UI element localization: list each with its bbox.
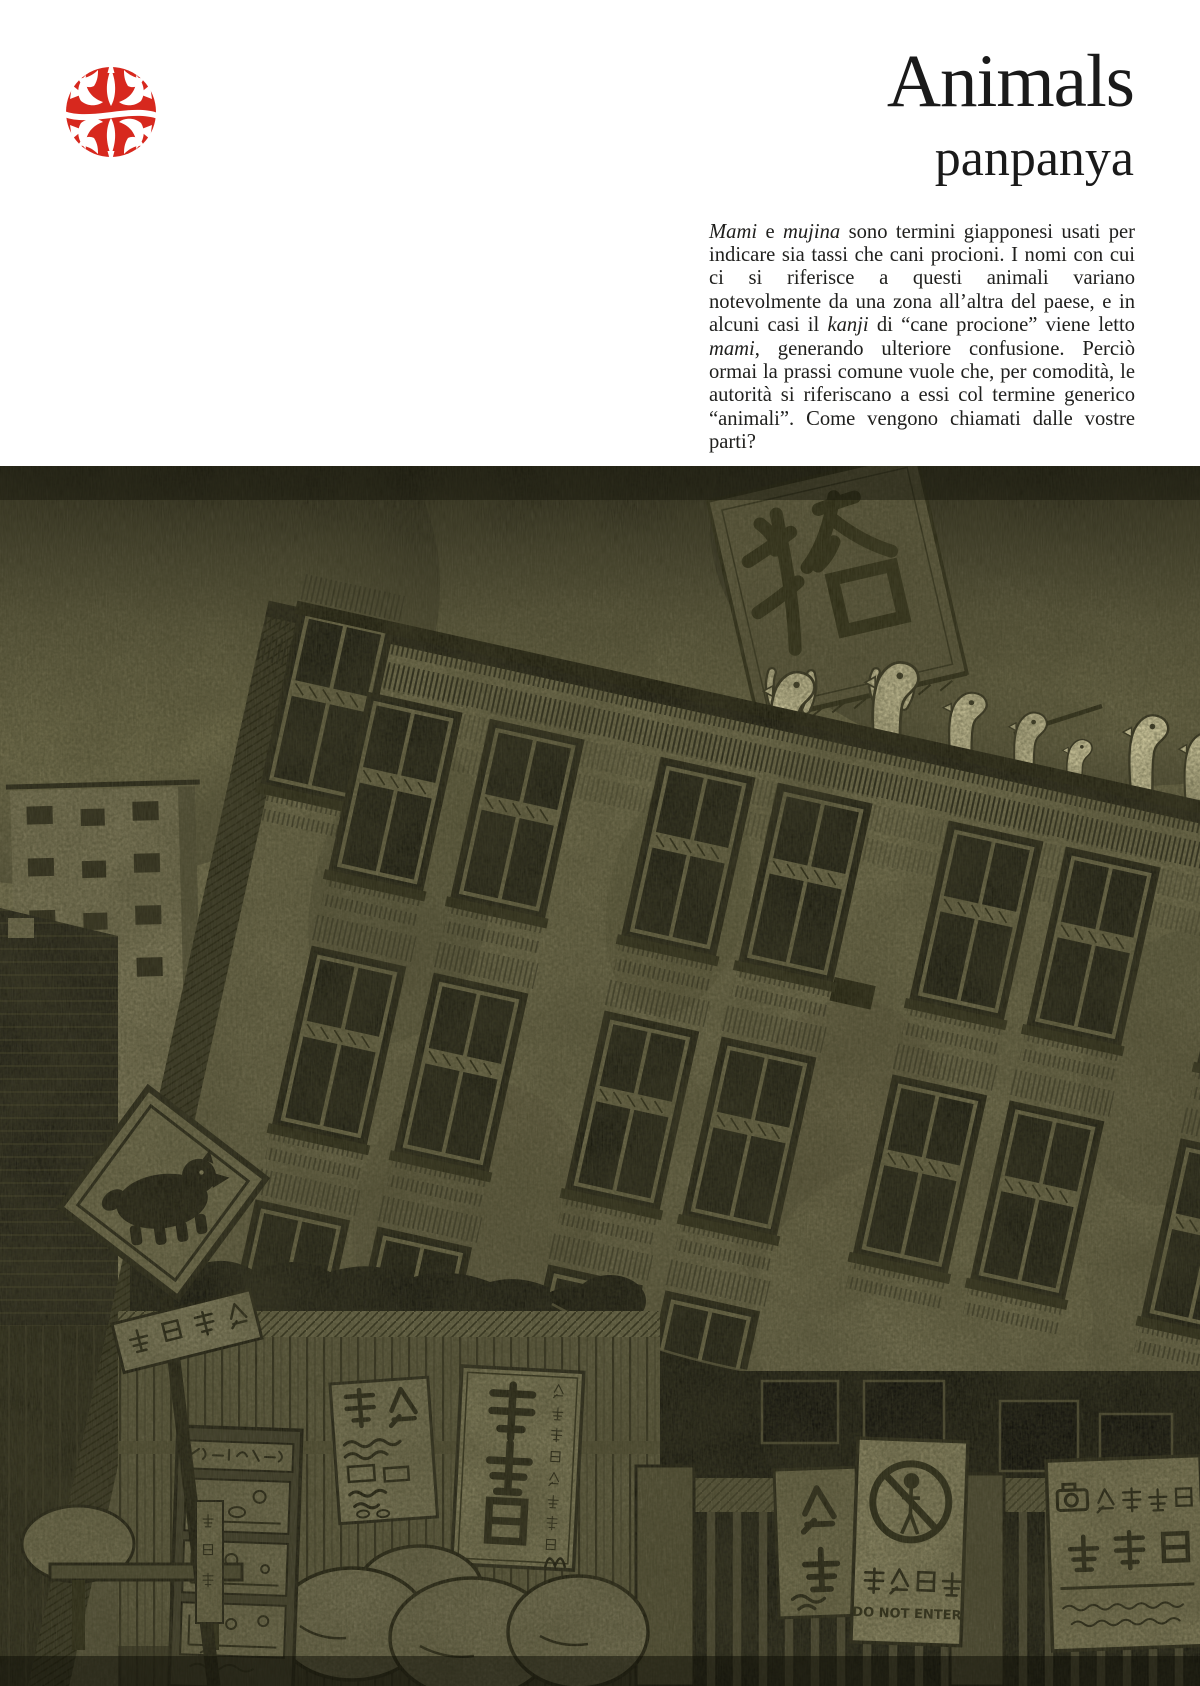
book-author: panpanya	[934, 130, 1134, 187]
paper-texture-overlay	[0, 466, 1200, 1686]
publisher-logo-icon	[55, 56, 167, 168]
do-not-enter-label: DO NOT ENTER	[852, 1604, 962, 1624]
book-title: Animals	[886, 40, 1134, 123]
intro-paragraph: Mami e mujina sono termini giapponesi usati per indicare sia tassi che cani procioni. I nomi con cui ci si riferisce a questi animali variano notevolmente da una zona all’altra del paese, e in alcuni casi il kanji di “cane procione” viene letto mami, generando ulteriore confusione. Perciò ormai la prassi comune vuole che, per comodità, le autorità si riferiscano a essi col termine generico “animali”. Come vengono chiamati dalle vostre parti?	[709, 220, 1135, 454]
cover-illustration	[0, 466, 1200, 1686]
